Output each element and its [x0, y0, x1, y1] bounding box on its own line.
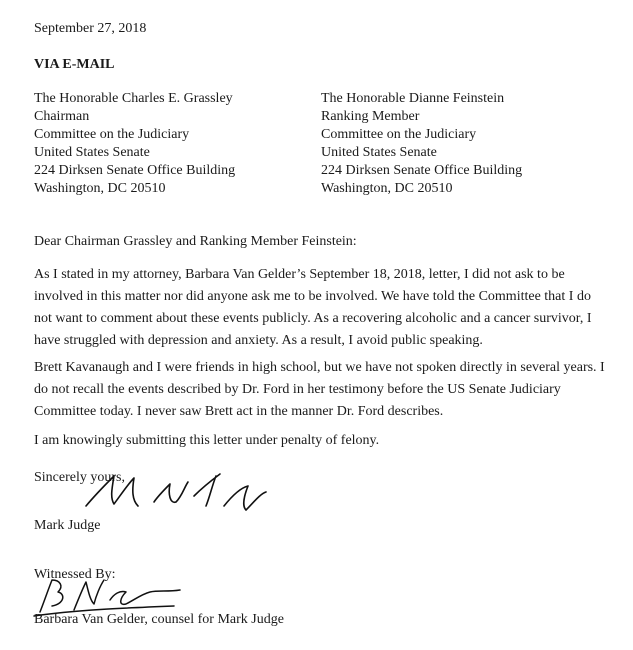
address-line: Committee on the Judiciary	[321, 127, 477, 142]
recipient-address-grassley	[34, 90, 235, 198]
closing: Sincerely yours,	[34, 470, 125, 485]
address-line: Committee on the Judiciary	[34, 127, 190, 142]
address-line: 224 Dirksen Senate Office Building	[321, 163, 523, 178]
address-line: Washington, DC 20510	[34, 181, 166, 196]
witness-name: Barbara Van Gelder, counsel for Mark Judge	[34, 612, 284, 627]
address-line: Chairman	[34, 109, 90, 124]
body-paragraph-2: Brett Kavanaugh and I were friends in high school, but we have not spoken directly in several years. I do not recall the events described by Dr. Ford in her testimony before the US Senate Judiciary Committee today. I never saw Brett act in the manner Dr. Ford describes.	[34, 360, 605, 419]
witness-label: Witnessed By:	[34, 567, 116, 582]
signer-name: Mark Judge	[34, 518, 101, 533]
address-line: The Honorable Charles E. Grassley	[34, 91, 233, 106]
address-line: 224 Dirksen Senate Office Building	[34, 163, 236, 178]
delivery-method: VIA E-MAIL	[34, 57, 115, 72]
body-paragraph-1: As I stated in my attorney, Barbara Van Gelder’s September 18, 2018, letter, I did not ask to be involved in this matter nor did anyone ask me to be involved. We have told the Committee that I do not want to comment about these events publicly. As a recovering alcoholic and a cancer survivor, I have struggled with depression and anxiety. As a result, I avoid public speaking.	[34, 267, 592, 348]
address-line: United States Senate	[34, 145, 150, 160]
letter-date: September 27, 2018	[34, 21, 147, 36]
address-line: Ranking Member	[321, 109, 420, 124]
recipient-address-feinstein	[321, 90, 522, 198]
address-line: The Honorable Dianne Feinstein	[321, 91, 505, 106]
signature-mark-judge	[84, 466, 284, 528]
address-line: United States Senate	[321, 145, 437, 160]
body-paragraph-3: I am knowingly submitting this letter under penalty of felony.	[34, 433, 380, 448]
address-line: Washington, DC 20510	[321, 181, 453, 196]
salutation: Dear Chairman Grassley and Ranking Member Feinstein:	[34, 234, 357, 249]
